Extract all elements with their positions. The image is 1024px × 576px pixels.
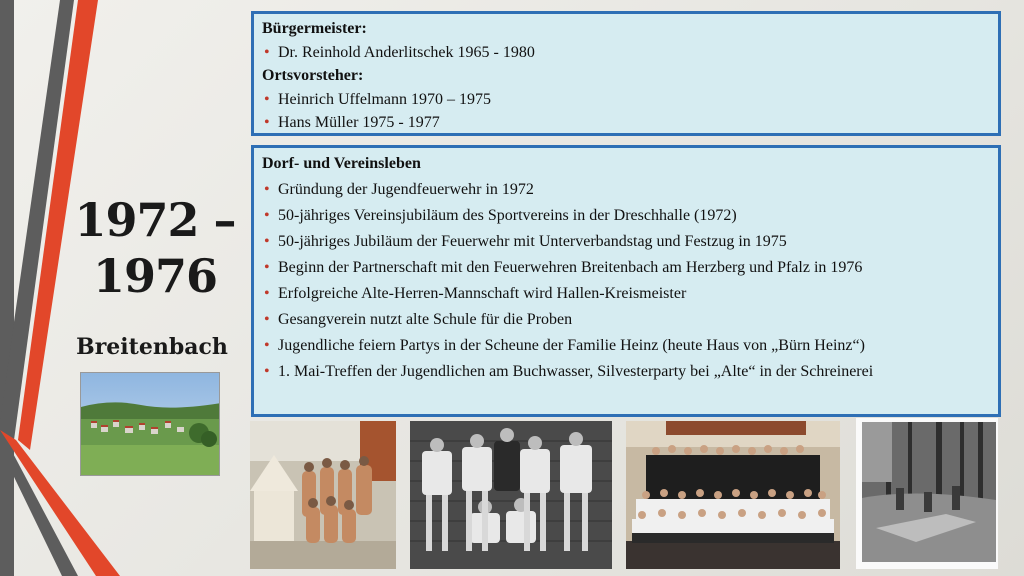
list-item: • Gründung der Jugendfeuerwehr in 1972 [262,177,988,203]
officials-box [251,11,1001,136]
photo-sports-team [410,421,612,569]
list-item: • 50-jähriges Jubiläum der Feuerwehr mit Unterverbandstag und Festzug in 1975 [262,229,988,255]
mayor-heading: Bürgermeister: [262,20,367,37]
title-line-2: 1976 [92,249,218,303]
mayor-item: • Dr. Reinhold Anderlitschek 1965 - 1980 [262,41,988,65]
photo-women-group [250,421,396,569]
village-life-heading: Dorf- und Vereinsleben [262,155,421,172]
place-name: Breitenbach [76,334,228,360]
district-head-item: • Hans Müller 1975 - 1977 [262,111,988,135]
photo-choir [626,421,840,569]
title-line-1: 1972 – [74,193,236,247]
district-head-item: • Heinrich Uffelmann 1970 – 1975 [262,88,988,112]
village-life-box [251,145,1001,417]
list-item: • 50-jähriges Vereinsjubiläum des Sportvereins in der Dreschhalle (1972) [262,203,988,229]
page-title [60,192,250,304]
list-item: • Erfolgreiche Alte-Herren-Mannschaft wird Hallen-Kreismeister [262,281,988,307]
list-item: • Gesangverein nutzt alte Schule für die Proben [262,307,988,333]
list-item: • Jugendliche feiern Partys in der Scheune der Familie Heinz (heute Haus von „Bürn Heinz“) [262,333,988,359]
list-item: • 1. Mai-Treffen der Jugendlichen am Buchwasser, Silvesterparty bei „Alte“ in der Schreinerei [262,359,988,385]
list-item: • Beginn der Partnerschaft mit den Feuerwehren Breitenbach am Herzberg und Pfalz in 1976 [262,255,988,281]
photo-forest-gathering [856,418,998,569]
district-head-heading: Ortsvorsteher: [262,67,364,84]
village-photo [80,372,220,476]
